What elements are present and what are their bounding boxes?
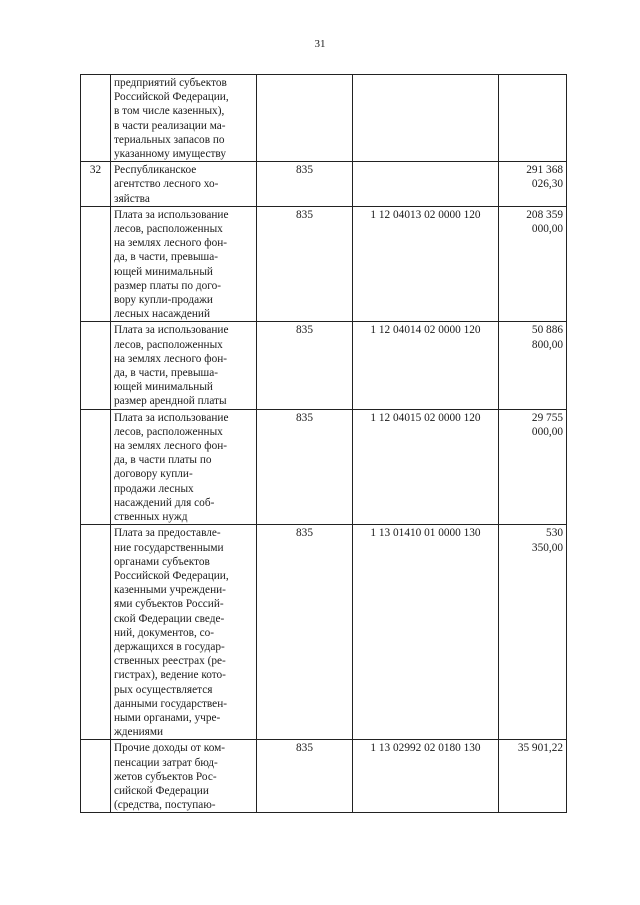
row-number-cell [81,525,111,740]
row-number-cell [81,322,111,409]
administrator-code-cell: 835 [257,322,353,409]
row-number-cell [81,409,111,525]
administrator-code-cell: 835 [257,206,353,322]
revenue-name-cell: Плата за предоставле- ние государственными органами субъектов Российской Федерации, казенными учреждени- ями субъектов Россий- ской Федерации сведе- ний, документов, со- держащихся в государ- ственных реестрах (ре- гистрах), ведение кото- рых осуществляется данными государствен- ными органами, учре- ждениями [111,525,257,740]
table-row [81,740,567,813]
budget-classification-code-cell: 1 12 04013 02 0000 120 [353,206,499,322]
row-number-cell [81,740,111,813]
budget-classification-code-cell: 1 13 02992 02 0180 130 [353,740,499,813]
revenue-name-cell: Прочие доходы от ком- пенсации затрат бюд- жетов субъектов Рос- сийской Федерации (средства, поступаю- [111,740,257,813]
table-row [81,75,567,162]
amount-cell: 291 368 026,30 [499,162,567,207]
row-number-cell [81,75,111,162]
budget-classification-code-cell: 1 13 01410 01 0000 130 [353,525,499,740]
budget-classification-code-cell [353,75,499,162]
budget-classification-code-cell: 1 12 04014 02 0000 120 [353,322,499,409]
revenue-name-cell: Республиканское агентство лесного хо- зяйства [111,162,257,207]
amount-cell: 35 901,22 [499,740,567,813]
table-row [81,525,567,740]
revenue-name-cell: Плата за использование лесов, расположенных на землях лесного фон- да, в части, превыша- ющей минимальный размер платы по дого- вору купли-продажи лесных насаждений [111,206,257,322]
administrator-code-cell [257,75,353,162]
table-row [81,322,567,409]
amount-cell: 29 755 000,00 [499,409,567,525]
page-number: 31 [314,38,326,50]
table-row [81,162,567,207]
administrator-code-cell: 835 [257,740,353,813]
table-body [81,75,567,813]
revenue-name-cell: Плата за использование лесов, расположенных на землях лесного фон- да, в части платы по договору купли- продажи лесных насаждений для соб- ственных нужд [111,409,257,525]
row-number-cell: 32 [81,162,111,207]
row-number-cell [81,206,111,322]
budget-classification-code-cell: 1 12 04015 02 0000 120 [353,409,499,525]
administrator-code-cell: 835 [257,525,353,740]
administrator-code-cell: 835 [257,162,353,207]
table-row [81,206,567,322]
revenue-name-cell: Плата за использование лесов, расположенных на землях лесного фон- да, в части, превыша- ющей минимальный размер арендной платы [111,322,257,409]
amount-cell: 50 886 800,00 [499,322,567,409]
amount-cell [499,75,567,162]
table-row [81,409,567,525]
budget-revenue-table [80,74,567,813]
revenue-name-cell: предприятий субъектов Российской Федерации, в том числе казенных), в части реализации ма- териальных запасов по указанному имуществу [111,75,257,162]
budget-classification-code-cell [353,162,499,207]
administrator-code-cell: 835 [257,409,353,525]
amount-cell: 208 359 000,00 [499,206,567,322]
amount-cell: 530 350,00 [499,525,567,740]
